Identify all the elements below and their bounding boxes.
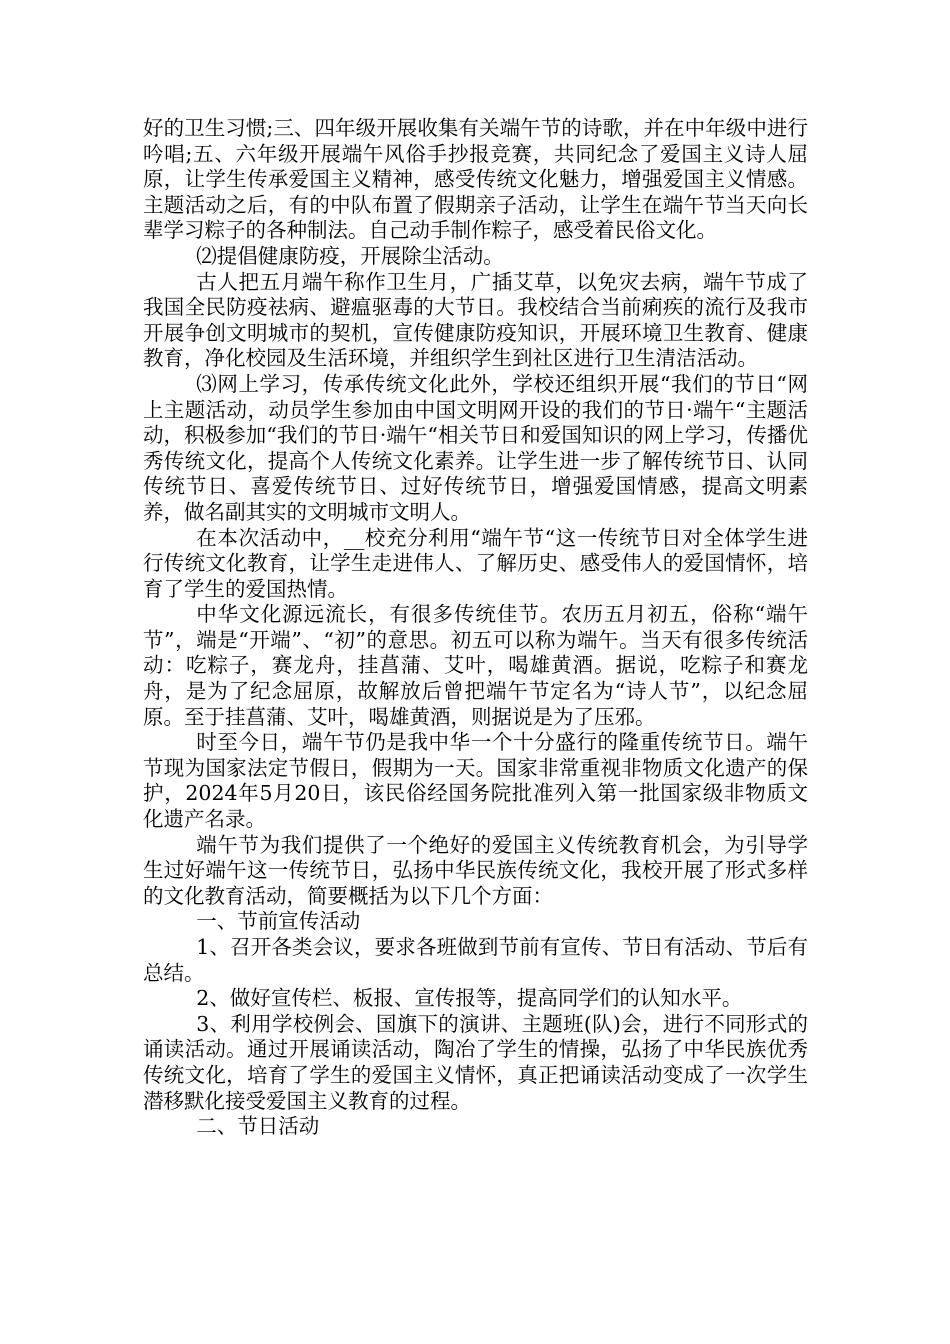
list-item-2: 2、做好宣传栏、板报、宣传报等，提高同学们的认知水平。 (196, 986, 743, 1011)
paragraph-5: 在本次活动中，__校充分利用“端午节“这一传统节日对全体学生进行传统文化教育，让学生走进伟人、了解历史、感受伟人的爱国情怀，培育了学生的爱国热情。 (143, 525, 808, 601)
paragraph-4: ⑶网上学习，传承传统文化此外，学校还组织开展“我们的节日“网上主题活动，动员学生参加由中国文明网开设的我们的节日·端午“主题活动，积极参加“我们的节日·端午“相关节日和爱国知识的网上学习，传播优秀传统文化，提高个人传统文化素养。让学生进一步了解传统节日、认同传统节日、喜爱传统节日、过好传统节日，增强爱国情感，提高文明素养，做名副其实的文明城市文明人。 (143, 371, 808, 524)
paragraph-8: 端午节为我们提供了一个绝好的爱国主义传统教育机会，为引导学生过好端午这一传统节日，弘扬中华民族传统文化，我校开展了形式多样的文化教育活动，简要概括为以下几个方面： (143, 832, 808, 908)
document-body (143, 116, 808, 1140)
paragraph-2: ⑵提倡健康防疫，开展除尘活动。 (196, 243, 504, 268)
paragraph-6: 中华文化源远流长，有很多传统佳节。农历五月初五，俗称“端午节”，端是“开端”、“初”的意思。初五可以称为端午。当天有很多传统活动：吃粽子，赛龙舟，挂菖蒲、艾叶，喝雄黄酒。据说，吃粽子和赛龙舟，是为了纪念屈原，故解放后曾把端午节定名为“诗人节”，以纪念屈原。至于挂菖蒲、艾叶，喝雄黄酒，则据说是为了压邪。 (143, 602, 808, 729)
paragraph-7: 时至今日，端午节仍是我中华一个十分盛行的隆重传统节日。端午节现为国家法定节假日，假期为一天。国家非常重视非物质文化遗产的保护，2024年5月20日，该民俗经国务院批准列入第一批国家级非物质文化遗产名录。 (143, 730, 808, 832)
list-item-1: 1、召开各类会议，要求各班做到节前有宣传、节日有活动、节后有总结。 (143, 935, 808, 985)
paragraph-1: 好的卫生习惯;三、四年级开展收集有关端午节的诗歌，并在中年级中进行吟唱;五、六年级开展端午风俗手抄报竞赛，共同纪念了爱国主义诗人屈原，让学生传承爱国主义精神，感受传统文化魅力，增强爱国主义情感。主题活动之后，有的中队布置了假期亲子活动，让学生在端午节当天向长辈学习粽子的各种制法。自己动手制作粽子，感受着民俗文化。 (143, 116, 808, 243)
paragraph-3: 古人把五月端午称作卫生月，广插艾草，以免灾去病，端午节成了我国全民防疫祛病、避瘟驱毒的大节日。我校结合当前痢疾的流行及我市开展争创文明城市的契机，宣传健康防疫知识，开展环境卫生教育、健康教育，净化校园及生活环境，并组织学生到社区进行卫生清洁活动。 (143, 269, 808, 371)
section-heading-1: 一、节前宣传活动 (196, 909, 361, 934)
list-item-3: 3、利用学校例会、国旗下的演讲、主题班(队)会，进行不同形式的诵读活动。通过开展诵读活动，陶冶了学生的情操，弘扬了中华民族优秀传统文化，培育了学生的爱国主义情怀，真正把诵读活动变成了一次学生潜移默化接受爱国主义教育的过程。 (143, 1011, 808, 1113)
section-heading-2: 二、节日活动 (196, 1114, 320, 1139)
